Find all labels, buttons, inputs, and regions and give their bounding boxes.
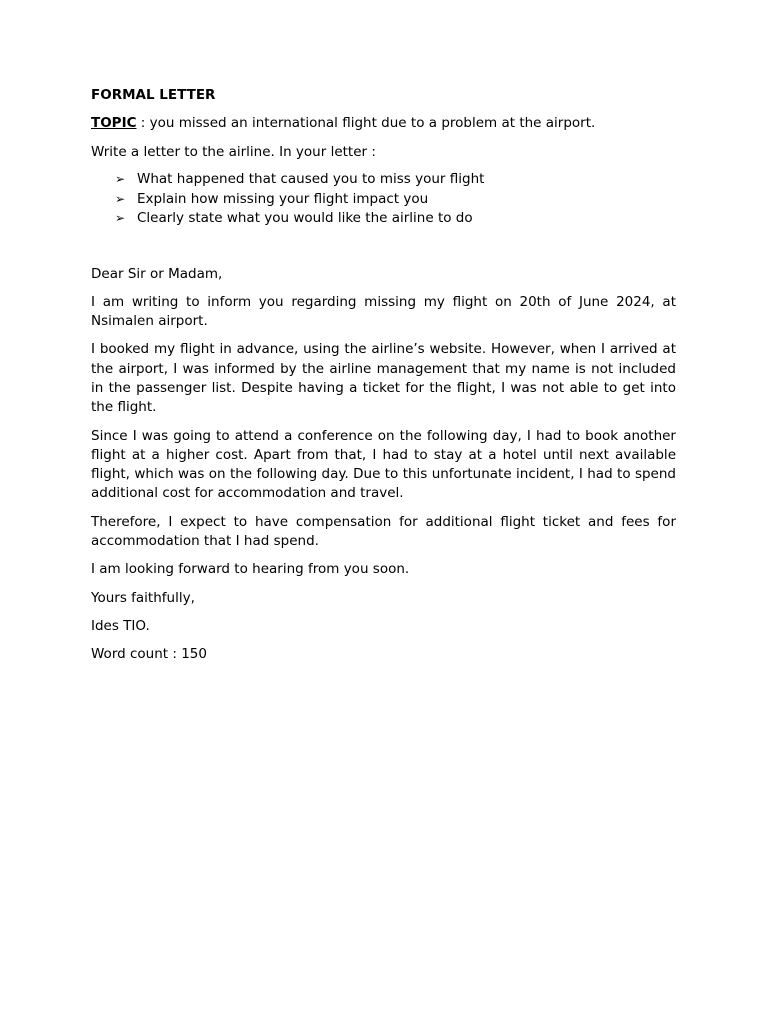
letter-paragraph: I booked my flight in advance, using the airline’s website. However, when I arrived at the airport, I was informed by the airline management that my name is not included in the passenger list. Despite having a ticket for the flight, I was not able to get into the flight. — [91, 341, 676, 416]
list-item — [115, 209, 676, 229]
arrowhead-bullet-icon: ➢ — [115, 172, 126, 186]
list-item — [115, 190, 676, 210]
document-heading: FORMAL LETTER — [91, 87, 216, 103]
list-item — [115, 170, 676, 190]
letter-paragraph: I am writing to inform you regarding missing my flight on 20th of June 2024, at Nsimalen airport. — [91, 293, 676, 330]
letter-salutation: Dear Sir or Madam, — [91, 265, 223, 282]
instruction-text: Write a letter to the airline. In your letter : — [91, 144, 376, 160]
bullet-text: Clearly state what you would like the airline to do — [137, 210, 473, 226]
arrowhead-bullet-icon: ➢ — [115, 211, 126, 225]
word-count: Word count : 150 — [91, 646, 207, 663]
letter-paragraph: Since I was going to attend a conference on the following day, I had to book another flight at a higher cost. Apart from that, I had to stay at a hotel until next available flight, which was on the following day. Due to this unfortunate incident, I had to spend additional cost for accommodation and travel. — [91, 427, 676, 502]
bullet-text: What happened that caused you to miss your flight — [137, 171, 485, 187]
letter-paragraph: I am looking forward to hearing from you soon. — [91, 561, 410, 578]
letter-signature: Ides TIO. — [91, 617, 150, 634]
bullet-text: Explain how missing your flight impact you — [137, 190, 429, 207]
topic-text: : you missed an international flight due to a problem at the airport. — [136, 115, 596, 131]
letter-paragraph: Therefore, I expect to have compensation for additional flight ticket and fees for accommodation that I had spend. — [91, 513, 676, 550]
instruction-bullet-list — [91, 170, 676, 229]
topic-label: TOPIC — [91, 115, 137, 131]
letter-closing: Yours faithfully, — [91, 589, 195, 606]
topic-line — [91, 114, 676, 132]
arrowhead-bullet-icon: ➢ — [115, 191, 126, 206]
